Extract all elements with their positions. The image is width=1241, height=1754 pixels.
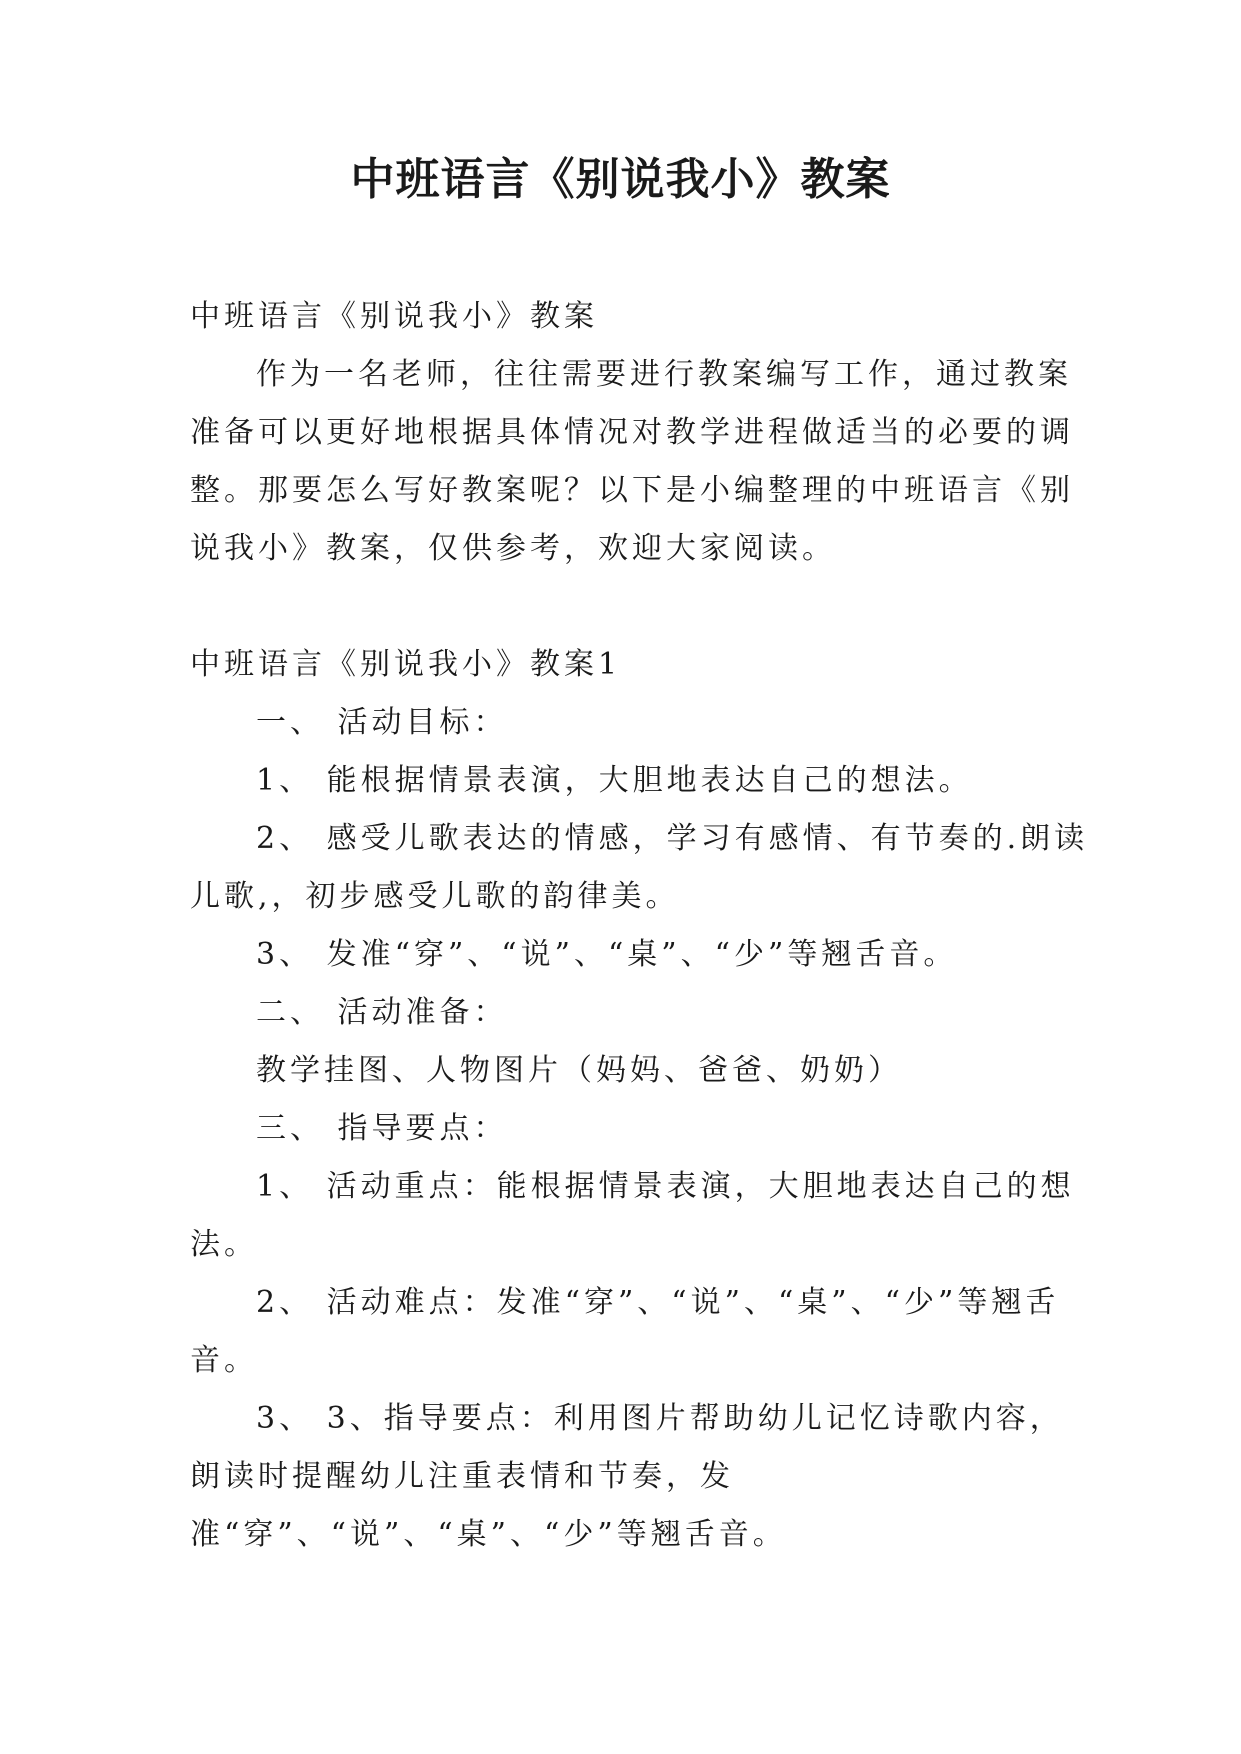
section-heading: 中班语言《别说我小》教案1 xyxy=(190,647,622,682)
goal-item-3: 3、 发准“穿”、“说”、“桌”、“少”等翘舌音。 xyxy=(256,937,958,972)
preparation-text: 教学挂图、人物图片（妈妈、爸爸、奶奶） xyxy=(256,1053,902,1088)
goal-item-1: 1、 能根据情景表演，大胆地表达自己的想法。 xyxy=(256,763,973,798)
paragraph-gap xyxy=(190,578,1090,636)
guidance-item-3: 3、 3、指导要点：利用图片帮助幼儿记忆诗歌内容，朗读时提醒幼儿注重表情和节奏，发准“穿”、“说”、“桌”、“少”等翘舌音。 xyxy=(190,1401,1064,1552)
goal-item-2: 2、 感受儿歌表达的情感，学习有感情、有节奏的.朗读儿歌,，初步感受儿歌的韵律美。 xyxy=(190,821,1089,914)
guidance-item-2: 2、 活动难点：发准“穿”、“说”、“桌”、“少”等翘舌音。 xyxy=(190,1285,1060,1378)
preparation-heading: 二、 活动准备： xyxy=(256,995,508,1030)
document-subtitle: 中班语言《别说我小》教案 xyxy=(190,299,598,334)
goals-heading: 一、 活动目标： xyxy=(256,705,508,740)
guidance-heading: 三、 指导要点： xyxy=(256,1111,508,1146)
document-title: 中班语言《别说我小》教案 xyxy=(350,154,891,205)
guidance-item-1: 1、 活动重点：能根据情景表演，大胆地表达自己的想法。 xyxy=(190,1169,1075,1262)
document-body xyxy=(190,288,1090,1564)
intro-paragraph: 作为一名老师，往往需要进行教案编写工作，通过教案准备可以更好地根据具体情况对教学进程做适当的必要的调整。那要怎么写好教案呢？以下是小编整理的中班语言《别说我小》教案，仅供参考，欢迎大家阅读。 xyxy=(190,357,1074,566)
